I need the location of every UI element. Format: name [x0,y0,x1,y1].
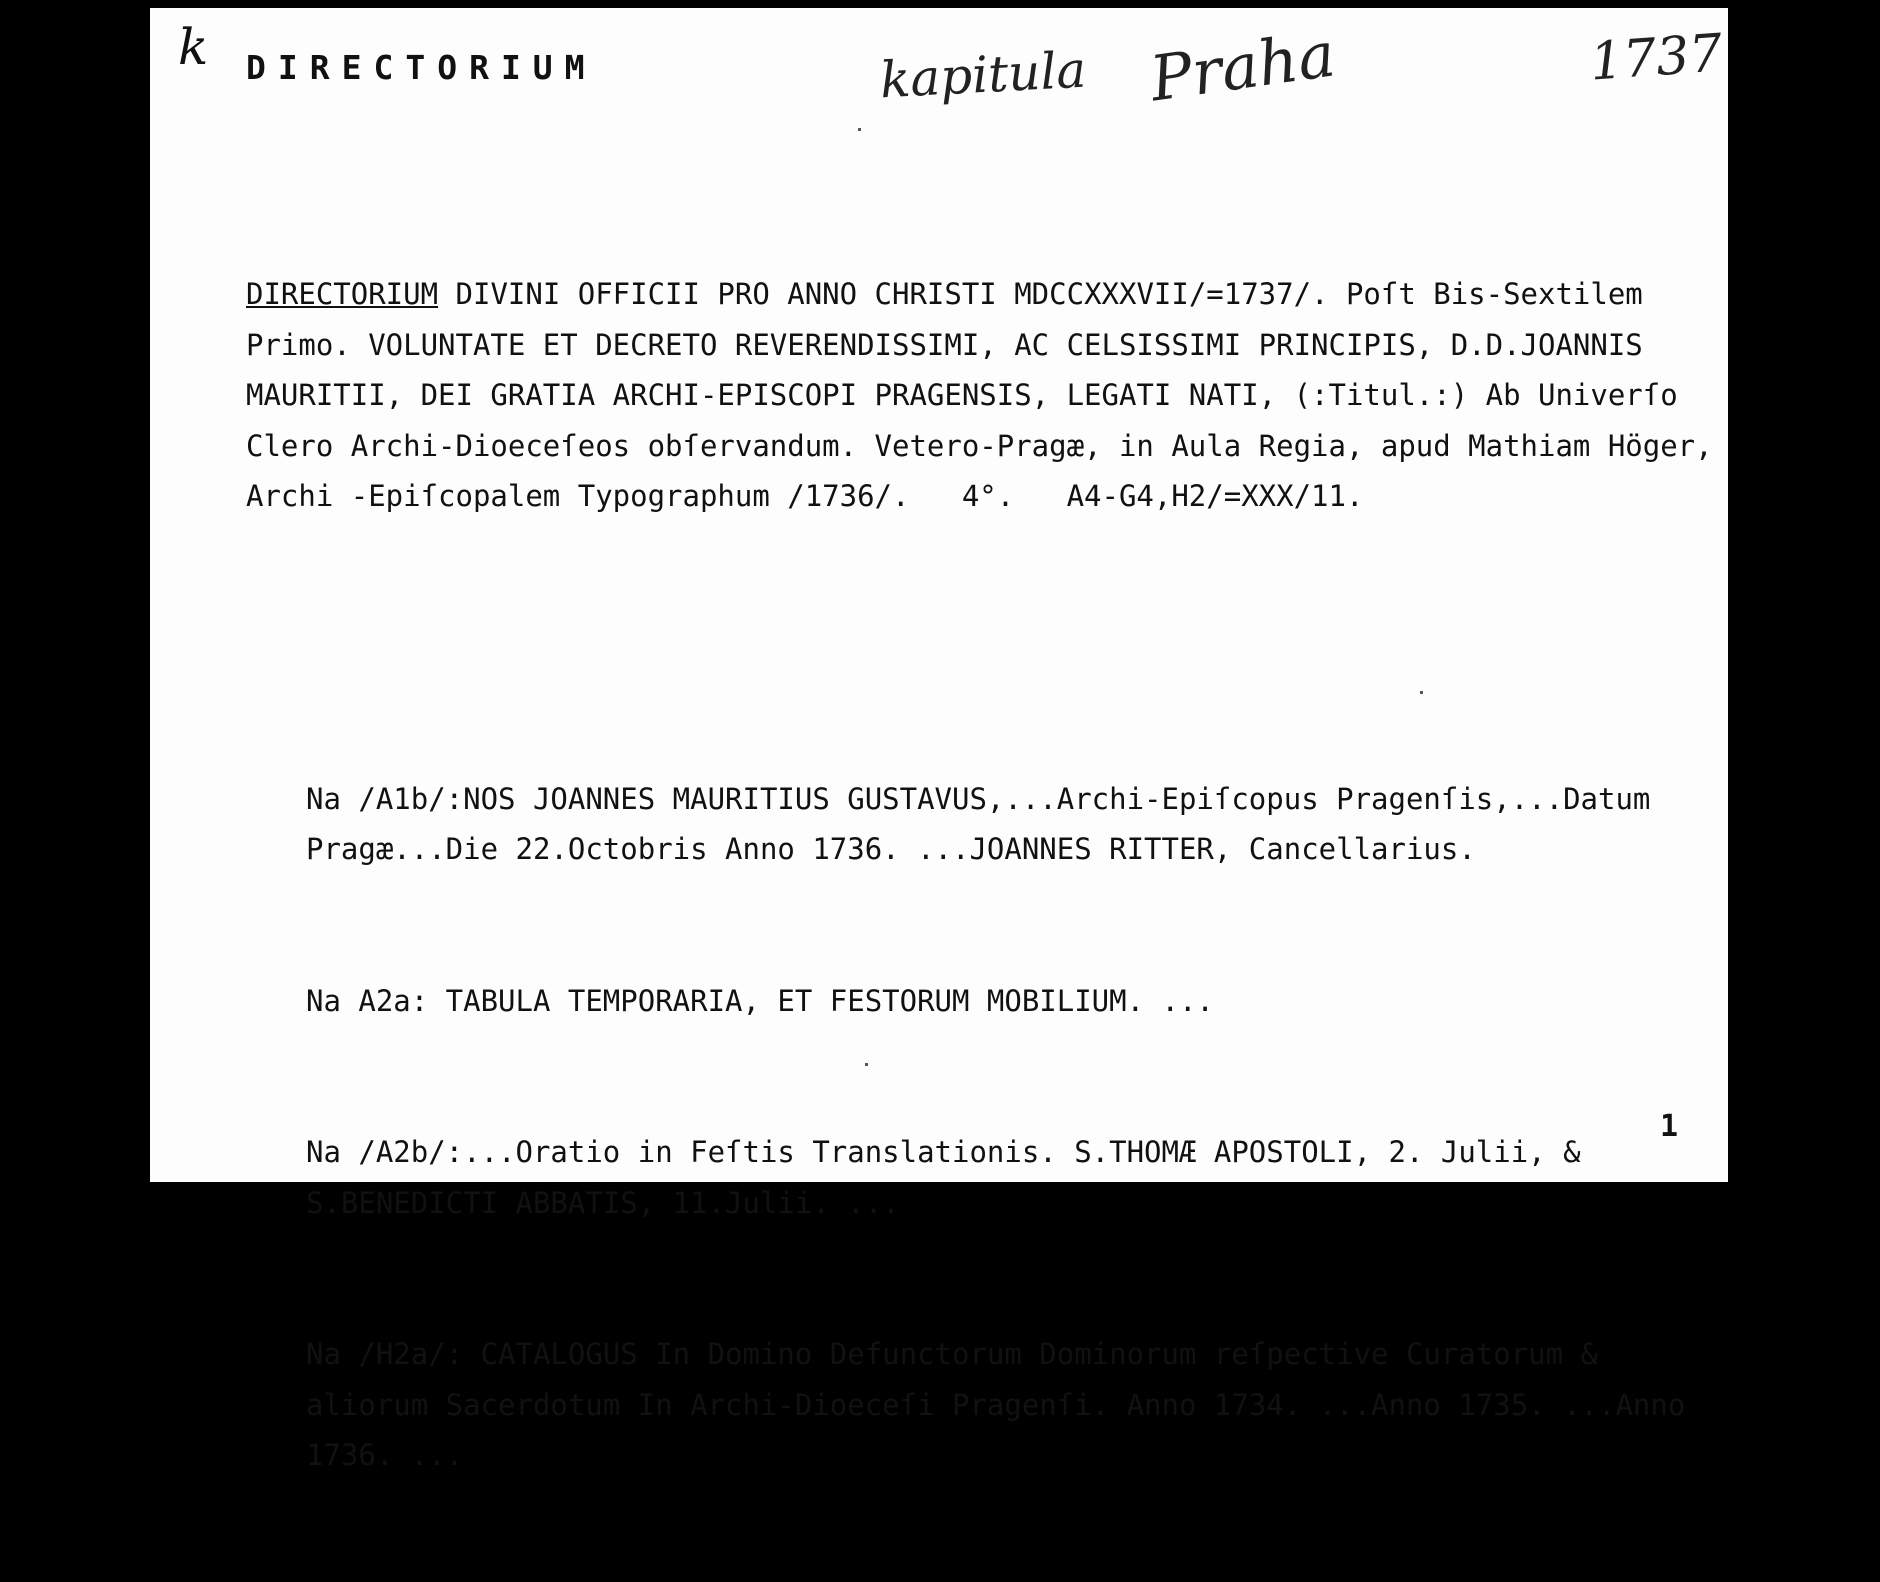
handwritten-number: 1737 [1588,23,1725,93]
handwritten-note-2: Praha [1145,17,1340,116]
note-3: Na /A2b/:...Oratio in Feſtis Translationis. S.THOMÆ APOSTOLI, 2. Julii, & S.BENEDICTI ABBATIS, 11.Julii. ... [306,1135,1599,1220]
handwritten-note-1: kapitula [878,40,1088,110]
note-1: Na /A1b/:NOS JOANNES MAURITIUS GUSTAVUS,...Archi-Epiſcopus Pragenſis,...Datum Pragæ...Die 22.Octobris Anno 1736. ...JOANNES RITTER, Cancellarius. [306,781,1668,866]
catalog-card [150,8,1731,1472]
card-heading: DIRECTORIUM [246,48,597,87]
card-body [246,168,1731,1582]
speck [858,128,861,131]
handwritten-mark: k [178,18,209,76]
entry-title-word: DIRECTORIUM [246,277,439,311]
speck [1420,691,1423,694]
note-4: Na /H2a/: CATALOGUS In Domino Defunctorum Dominorum reſpective Curatorum & aliorum Sacerdotum In Archi-Dioeceſi Pragenſi. Anno 1734. ...Anno 1735. ...Anno 1736. ... [306,1337,1703,1472]
entry-description: DIVINI OFFICII PRO ANNO CHRISTI MDCCXXXVII/=1737/. Poſt Bis-Sextilem Primo. VOLUNTATE ET DECRETO REVERENDISSIMI, AC CELSISSIMI PRINCIPIS, D.D.JOANNIS MAURITII, DEI GRATIA ARCHI-EPISCOPI PRAGENSIS, LEGATI NATI, (:Titul.:) Ab Univerſo Clero Archi-Dioeceſeos obſervandum. Vetero-Pragæ, in Aula Regia, apud Mathiam Höger, Archi -Epiſcopalem Typographum /1736/. 4°. A4-G4,H2/=XXX/11. [246,277,1731,513]
spacer [246,623,1716,673]
page-number: 1 [1659,1109,1678,1144]
speck [865,1063,868,1066]
main-entry [246,269,1731,522]
note-2: Na A2a: TABULA TEMPORARIA, ET FESTORUM MOBILIUM. ... [306,983,1214,1018]
